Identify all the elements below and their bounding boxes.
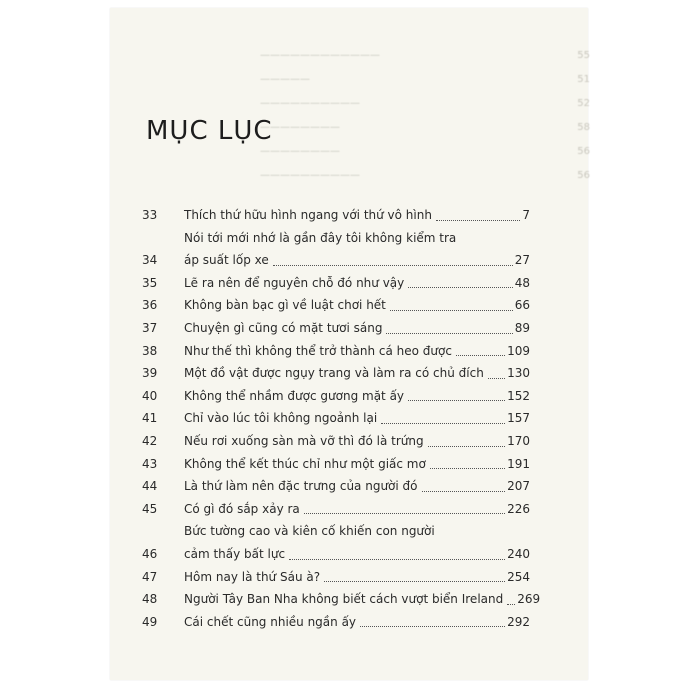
dot-leader <box>360 626 505 627</box>
chapter-number: 40 <box>142 388 158 403</box>
chapter-title-line <box>184 543 530 566</box>
chapter-number: 38 <box>142 343 158 358</box>
page-number: 191 <box>507 456 530 471</box>
page-number: 157 <box>507 411 530 426</box>
chapter-number: 44 <box>142 479 158 494</box>
page-number: 254 <box>507 569 530 584</box>
chapter-title: Là thứ làm nên đặc trưng của người đó <box>184 479 418 494</box>
dot-leader <box>273 265 513 266</box>
toc-entry <box>134 340 530 363</box>
chapter-number: 43 <box>142 456 158 471</box>
chapter-title-line <box>184 453 530 476</box>
chapter-title: Không thể nhầm được gương mặt ấy <box>184 388 405 403</box>
dot-leader <box>422 491 506 492</box>
dot-leader <box>386 333 512 334</box>
toc-entry <box>134 294 530 317</box>
dot-leader <box>324 581 505 582</box>
chapter-title: Không thể kết thúc chỉ như một giấc mơ <box>184 456 426 471</box>
dot-leader <box>428 446 505 447</box>
chapter-number: 39 <box>142 366 158 381</box>
page-number: 240 <box>507 546 530 561</box>
dot-leader <box>507 604 515 605</box>
chapter-title-block <box>184 407 530 430</box>
chapter-number: 48 <box>142 592 158 607</box>
toc-entry <box>134 362 530 385</box>
chapter-title: Hôm nay là thứ Sáu à? <box>184 569 321 584</box>
page-number: 109 <box>507 343 530 358</box>
chapter-title: Chuyện gì cũng có mặt tươi sáng <box>184 320 383 335</box>
chapter-title-block <box>184 385 530 408</box>
toc-entry <box>134 272 530 295</box>
dot-leader <box>408 400 505 401</box>
toc-entry <box>134 566 530 589</box>
chapter-title-line <box>184 588 541 611</box>
toc-entry <box>134 520 530 565</box>
page-number: 152 <box>507 388 530 403</box>
chapter-title-block <box>184 294 530 317</box>
chapter-title-block <box>184 588 541 611</box>
page-number: 207 <box>507 479 530 494</box>
page-number: 7 <box>522 208 530 222</box>
toc-entry <box>134 227 530 272</box>
chapter-title-block <box>184 362 530 385</box>
toc-entry <box>134 385 530 408</box>
chapter-title-block <box>184 611 530 634</box>
chapter-title: Một đồ vật được ngụy trang và làm ra có chủ đích <box>184 366 484 381</box>
chapter-title-line <box>184 204 530 227</box>
dot-leader <box>488 378 505 379</box>
chapter-title-line-1: Bức tường cao và kiên cố khiến con người <box>184 524 435 539</box>
toc-entry <box>134 407 530 430</box>
chapter-title-block <box>184 520 530 565</box>
chapter-title-line <box>184 566 530 589</box>
chapter-title-line <box>184 249 530 272</box>
chapter-number: 35 <box>142 275 158 290</box>
chapter-title: Cái chết cũng nhiều ngần ấy <box>184 614 357 629</box>
page-number: 130 <box>507 366 530 381</box>
chapter-title-line-1: Nói tới mới nhớ là gần đây tôi không kiểm tra <box>184 230 457 245</box>
chapter-title-line <box>184 407 530 430</box>
toc-entry <box>134 453 530 476</box>
chapter-number: 36 <box>142 298 158 313</box>
dot-leader <box>381 423 505 424</box>
chapter-title-block <box>184 340 530 363</box>
toc-entry <box>134 430 530 453</box>
dot-leader <box>289 559 505 560</box>
toc-entry <box>134 611 530 634</box>
chapter-number: 37 <box>142 320 158 335</box>
chapter-number: 46 <box>142 546 158 561</box>
chapter-number: 47 <box>142 569 158 584</box>
chapter-title: Thích thứ hữu hình ngang với thứ vô hình <box>184 208 432 222</box>
chapter-title: Lẽ ra nên để nguyên chỗ đó như vậy <box>184 275 405 290</box>
chapter-title-block <box>184 204 530 227</box>
chapter-title-block <box>184 475 530 498</box>
chapter-title: cảm thấy bất lực <box>184 546 286 561</box>
page-number: 269 <box>517 592 541 607</box>
chapter-title: Như thế thì không thể trở thành cá heo được <box>184 343 452 358</box>
chapter-title: Người Tây Ban Nha không biết cách vượt biển Ireland <box>184 592 504 607</box>
chapter-title-block <box>184 566 530 589</box>
chapter-number: 41 <box>142 411 158 426</box>
chapter-title-line <box>184 272 530 295</box>
chapter-title: Không bàn bạc gì về luật chơi hết <box>184 298 386 313</box>
book-page <box>110 8 588 680</box>
chapter-title-block <box>184 227 530 272</box>
page-number: 170 <box>507 433 530 448</box>
chapter-title-line <box>184 385 530 408</box>
dot-leader <box>430 468 505 469</box>
page-number: 66 <box>514 298 530 313</box>
dot-leader <box>390 310 513 311</box>
dot-leader <box>304 513 505 514</box>
page-number: 226 <box>507 501 530 516</box>
chapter-title: Chỉ vào lúc tôi không ngoảnh lại <box>184 411 378 426</box>
chapter-title-block <box>184 430 530 453</box>
chapter-number: 45 <box>142 501 158 516</box>
chapter-title-line <box>184 611 530 634</box>
dot-leader <box>456 355 505 356</box>
chapter-title-line <box>184 475 530 498</box>
chapter-title-line <box>184 340 530 363</box>
chapter-title-line <box>184 362 530 385</box>
chapter-title-line <box>184 317 530 340</box>
chapter-number: 49 <box>142 614 158 629</box>
chapter-title-block <box>184 453 530 476</box>
toc-entry <box>134 588 541 611</box>
chapter-title: Có gì đó sắp xảy ra <box>184 501 300 516</box>
toc-entry <box>134 498 530 521</box>
chapter-title-line <box>184 498 530 521</box>
page-title: MỤC LỤC <box>146 116 273 146</box>
dot-leader <box>408 287 512 288</box>
table-of-contents <box>134 204 541 633</box>
chapter-number: 33 <box>142 208 158 222</box>
chapter-number: 42 <box>142 433 158 448</box>
page-number: 292 <box>507 614 530 629</box>
toc-entry <box>134 204 530 227</box>
page-number: 89 <box>514 320 530 335</box>
bleed-through-text: ———————————— 55 ————— 51 —————————— 52 ———————— 58 ———————— 56 —————————— 56 <box>260 50 590 181</box>
page-number: 27 <box>514 253 530 268</box>
chapter-title-line <box>184 430 530 453</box>
page-number: 48 <box>514 275 530 290</box>
chapter-title-block <box>184 272 530 295</box>
toc-entry <box>134 475 530 498</box>
chapter-title-block <box>184 498 530 521</box>
toc-entry <box>134 317 530 340</box>
chapter-title-line <box>184 294 530 317</box>
chapter-title: Nếu rơi xuống sàn mà vỡ thì đó là trứng <box>184 433 424 448</box>
chapter-title-block <box>184 317 530 340</box>
chapter-number: 34 <box>142 253 158 268</box>
dot-leader <box>436 220 520 221</box>
chapter-title: áp suất lốp xe <box>184 253 269 268</box>
